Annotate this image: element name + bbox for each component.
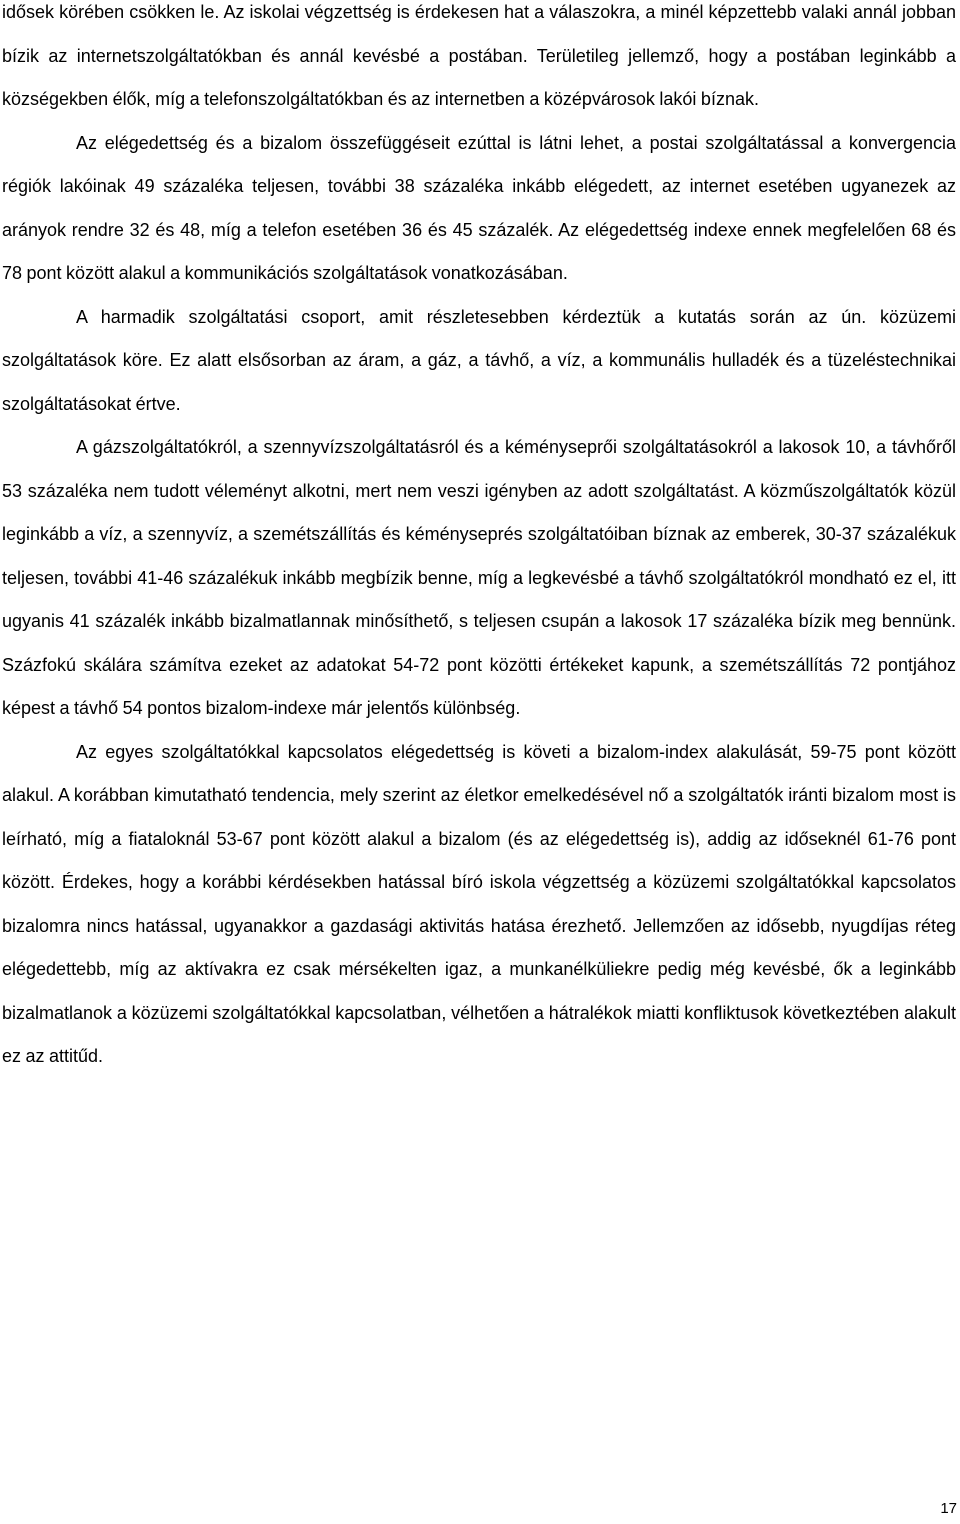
- paragraph: A gázszolgáltatókról, a szennyvízszolgáltatásról és a kéményseprői szolgáltatásokról a lakosok 10, a távhőről 53 százaléka nem tudott véleményt alkotni, mert nem veszi igényben az adott szolgáltatást. A közműszolgáltatók közül leginkább a víz, a szennyvíz, a szemétszállítás és kéményseprés szolgáltatóiban bíznak az emberek, 30-37 százalékuk teljesen, további 41-46 százalékuk inkább megbízik benne, míg a legkevésbé a távhő szolgáltatókról mondható ez el, itt ugyanis 41 százalék inkább bizalmatlannak minősíthető, s teljesen csupán a lakosok 17 százaléka bízik meg bennünk. Százfokú skálára számítva ezeket az adatokat 54-72 pont közötti értékeket kapunk, a szemétszállítás 72 pontjához képest a távhő 54 pontos bizalom-indexe már jelentős különbség.: [2, 437, 956, 718]
- paragraph: A harmadik szolgáltatási csoport, amit részletesebben kérdeztük a kutatás során az ún. közüzemi szolgáltatások köre. Ez alatt elsősorban az áram, a gáz, a távhő, a víz, a kommunális hulladék és a tüzeléstechnikai szolgáltatásokat értve.: [2, 306, 956, 414]
- paragraph: Az egyes szolgáltatókkal kapcsolatos elégedettség is követi a bizalom-index alakulását, 59-75 pont között alakul. A korábban kimutatható tendencia, mely szerint az életkor emelkedésével nő a szolgáltatók iránti bizalom most is leírható, míg a fiataloknál 53-67 pont között alakul a bizalom (és az elégedettség is), addig az időseknél 61-76 pont között. Érdekes, hogy a korábbi kérdésekben hatással bíró iskola végzettség a közüzemi szolgáltatókkal kapcsolatos bizalomra nincs hatással, ugyanakkor a gazdasági aktivitás hatása érezhető. Jellemzően az idősebb, nyugdíjas réteg elégedettebb, míg az aktívakra ez csak mérsékelten igaz, a munkanélküliekre pedig még kevésbé, ők a leginkább bizalmatlanok a közüzemi szolgáltatókkal kapcsolatban, vélhetően a hátralékok miatti konfliktusok következtében alakult ez az attitűd.: [2, 741, 956, 1066]
- body-text: [2, 0, 956, 1079]
- paragraph: idősek körében csökken le. Az iskolai végzettség is érdekesen hat a válaszokra, a minél képzettebb valaki annál jobban bízik az internetszolgáltatókban és annál kevésbé a postában. Területileg jellemző, hogy a postában leginkább a községekben élők, míg a telefonszolgáltatókban és az internetben a középvárosok lakói bíznak.: [2, 2, 956, 109]
- paragraph: Az elégedettség és a bizalom összefüggéseit ezúttal is látni lehet, a postai szolgáltatással a konvergencia régiók lakóinak 49 százaléka teljesen, további 38 százaléka inkább elégedett, az internet esetében ugyanezek az arányok rendre 32 és 48, míg a telefon esetében 36 és 45 százalék. Az elégedettség indexe ennek megfelelően 68 és 78 pont között alakul a kommunikációs szolgáltatások vonatkozásában.: [2, 132, 956, 283]
- page-number: 17: [940, 1500, 957, 1517]
